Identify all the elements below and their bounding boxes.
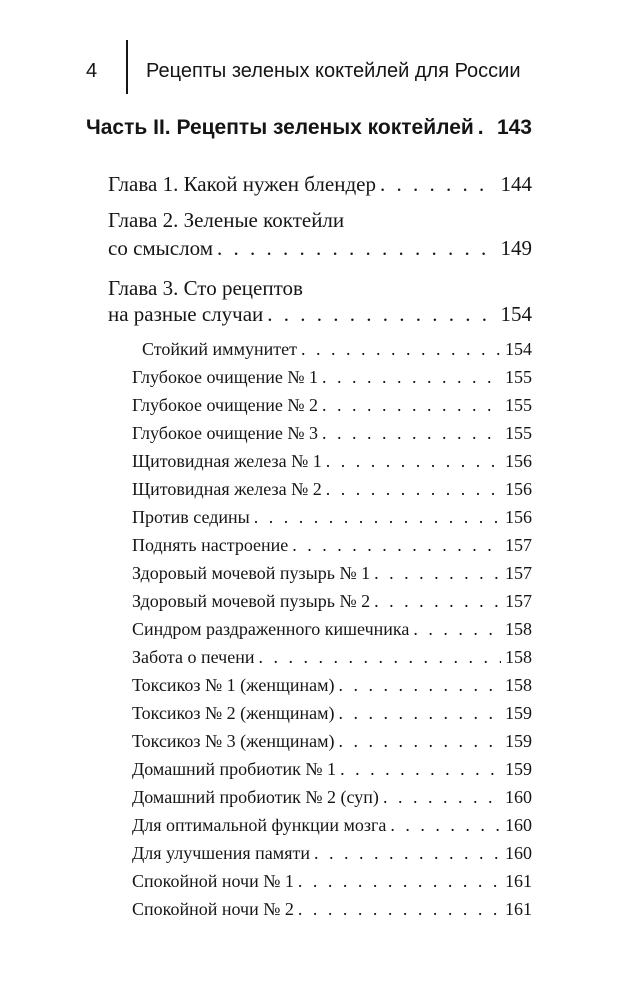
toc-entry-label: на разные случаи [108,302,264,326]
dot-leader [326,451,501,472]
toc-page-number: 157 [505,563,532,583]
dot-leader [298,899,501,920]
toc-page-number: 144 [500,172,532,196]
dot-leader [322,395,501,416]
dot-leader [339,731,502,752]
toc-page-number: 158 [505,675,532,695]
toc-page-number: 157 [505,591,532,611]
toc-page-number: 156 [505,451,532,471]
toc-recipe-entry[interactable] [132,423,532,444]
dot-leader [339,703,502,724]
dot-leader [326,479,501,500]
toc-entry-label: Часть II. Рецепты зеленых коктейлей [86,116,474,139]
toc-page-number: 155 [505,395,532,415]
toc-entry-label: Глубокое очищение № 1 [132,367,318,387]
toc-recipe-entry[interactable] [132,731,532,752]
toc-recipe-entry[interactable] [132,647,532,668]
toc-entry-label: Забота о печени [132,647,255,667]
toc-recipe-entry[interactable] [132,675,532,696]
toc-recipe-entry[interactable] [132,619,532,640]
dot-leader [339,675,502,696]
toc-recipe-entry[interactable] [132,843,532,864]
dot-leader [217,236,497,261]
toc-recipe-entry[interactable] [142,339,532,360]
toc-entry-label: Глубокое очищение № 3 [132,423,318,443]
dot-leader [322,423,501,444]
toc-page-number: 155 [505,423,532,443]
toc-recipe-entry[interactable] [132,479,532,500]
dot-leader [413,619,501,640]
toc-page-number: 161 [505,899,532,919]
toc-page-number: 159 [505,703,532,723]
toc-entry-label: со смыслом [108,236,213,260]
toc-entry-label: Щитовидная железа № 1 [132,451,322,471]
toc-part-entry[interactable] [86,116,532,140]
toc-recipe-entry[interactable] [132,367,532,388]
toc-chapter-entry[interactable] [108,302,532,327]
toc-entry-label: Токсикоз № 1 (женщинам) [132,675,335,695]
toc-recipe-entry[interactable] [132,871,532,892]
toc-page-number: 156 [505,479,532,499]
toc-page-number: 154 [505,339,532,359]
toc-recipe-entry[interactable] [132,535,532,556]
toc-entry-label: Против седины [132,507,250,527]
toc-page-number: 154 [500,302,532,326]
toc-entry-label: Поднять настроение [132,535,289,555]
toc-recipe-entry[interactable] [132,899,532,920]
toc-recipe-entry[interactable] [132,563,532,584]
toc-recipe-entry[interactable] [132,591,532,612]
dot-leader [258,647,501,668]
toc-page-number: 160 [505,843,532,863]
toc-entry-label: Токсикоз № 2 (женщинам) [132,703,335,723]
toc-entry-label: Домашний пробиотик № 2 (суп) [132,787,379,807]
toc-entry-label: Глава 1. Какой нужен блендер [108,172,376,196]
toc-chapter-title-line: Глава 2. Зеленые коктейли [108,208,345,232]
toc-page-number: 157 [505,535,532,555]
toc-entry-label: Спокойной ночи № 2 [132,899,294,919]
page-number: 4 [86,60,98,82]
toc-page-number: 158 [505,619,532,639]
toc-entry-label: Для оптимальной функции мозга [132,815,387,835]
dot-leader [314,843,501,864]
toc-entry-label: Токсикоз № 3 (женщинам) [132,731,335,751]
running-title: Рецепты зеленых коктейлей для России [146,60,521,82]
toc-entry-label: Здоровый мочевой пузырь № 1 [132,563,371,583]
toc-page-number: 160 [505,787,532,807]
dot-leader [322,367,501,388]
toc-entry-label: Для улучшения памяти [132,843,310,863]
dot-leader [374,563,501,584]
toc-entry-label: Синдром раздраженного кишечника [132,619,410,639]
toc-page-number: 143 [496,116,532,139]
toc-entry-label: Стойкий иммунитет [142,339,297,359]
dot-leader [383,787,501,808]
toc-entry-label: Щитовидная железа № 2 [132,479,322,499]
toc-page-number: 159 [505,731,532,751]
dot-leader [478,116,493,140]
dot-leader [374,591,501,612]
toc-page-number: 158 [505,647,532,667]
dot-leader [301,339,501,360]
dot-leader [298,871,501,892]
toc-chapter-title-line: Глава 3. Сто рецептов [108,276,303,300]
toc-recipe-entry[interactable] [132,759,532,780]
toc-page-number: 159 [505,759,532,779]
toc-recipe-entry[interactable] [132,395,532,416]
dot-leader [340,759,501,780]
dot-leader [267,302,496,327]
dot-leader [380,172,497,197]
toc-chapter-entry[interactable] [108,172,532,197]
dot-leader [254,507,501,528]
toc-page-number: 156 [505,507,532,527]
toc-entry-label: Здоровый мочевой пузырь № 2 [132,591,371,611]
toc-recipe-entry[interactable] [132,703,532,724]
toc-page-number: 155 [505,367,532,387]
dot-leader [390,815,501,836]
toc-page-number: 149 [500,236,532,260]
toc-page-number: 161 [505,871,532,891]
toc-recipe-entry[interactable] [132,787,532,808]
toc-chapter-entry[interactable] [108,236,532,261]
toc-entry-label: Спокойной ночи № 1 [132,871,294,891]
toc-recipe-entry[interactable] [132,507,532,528]
dot-leader [292,535,501,556]
toc-entry-label: Глубокое очищение № 2 [132,395,318,415]
toc-entry-label: Домашний пробиотик № 1 [132,759,337,779]
toc-page-number: 160 [505,815,532,835]
toc-recipe-entry[interactable] [132,815,532,836]
toc-recipe-entry[interactable] [132,451,532,472]
